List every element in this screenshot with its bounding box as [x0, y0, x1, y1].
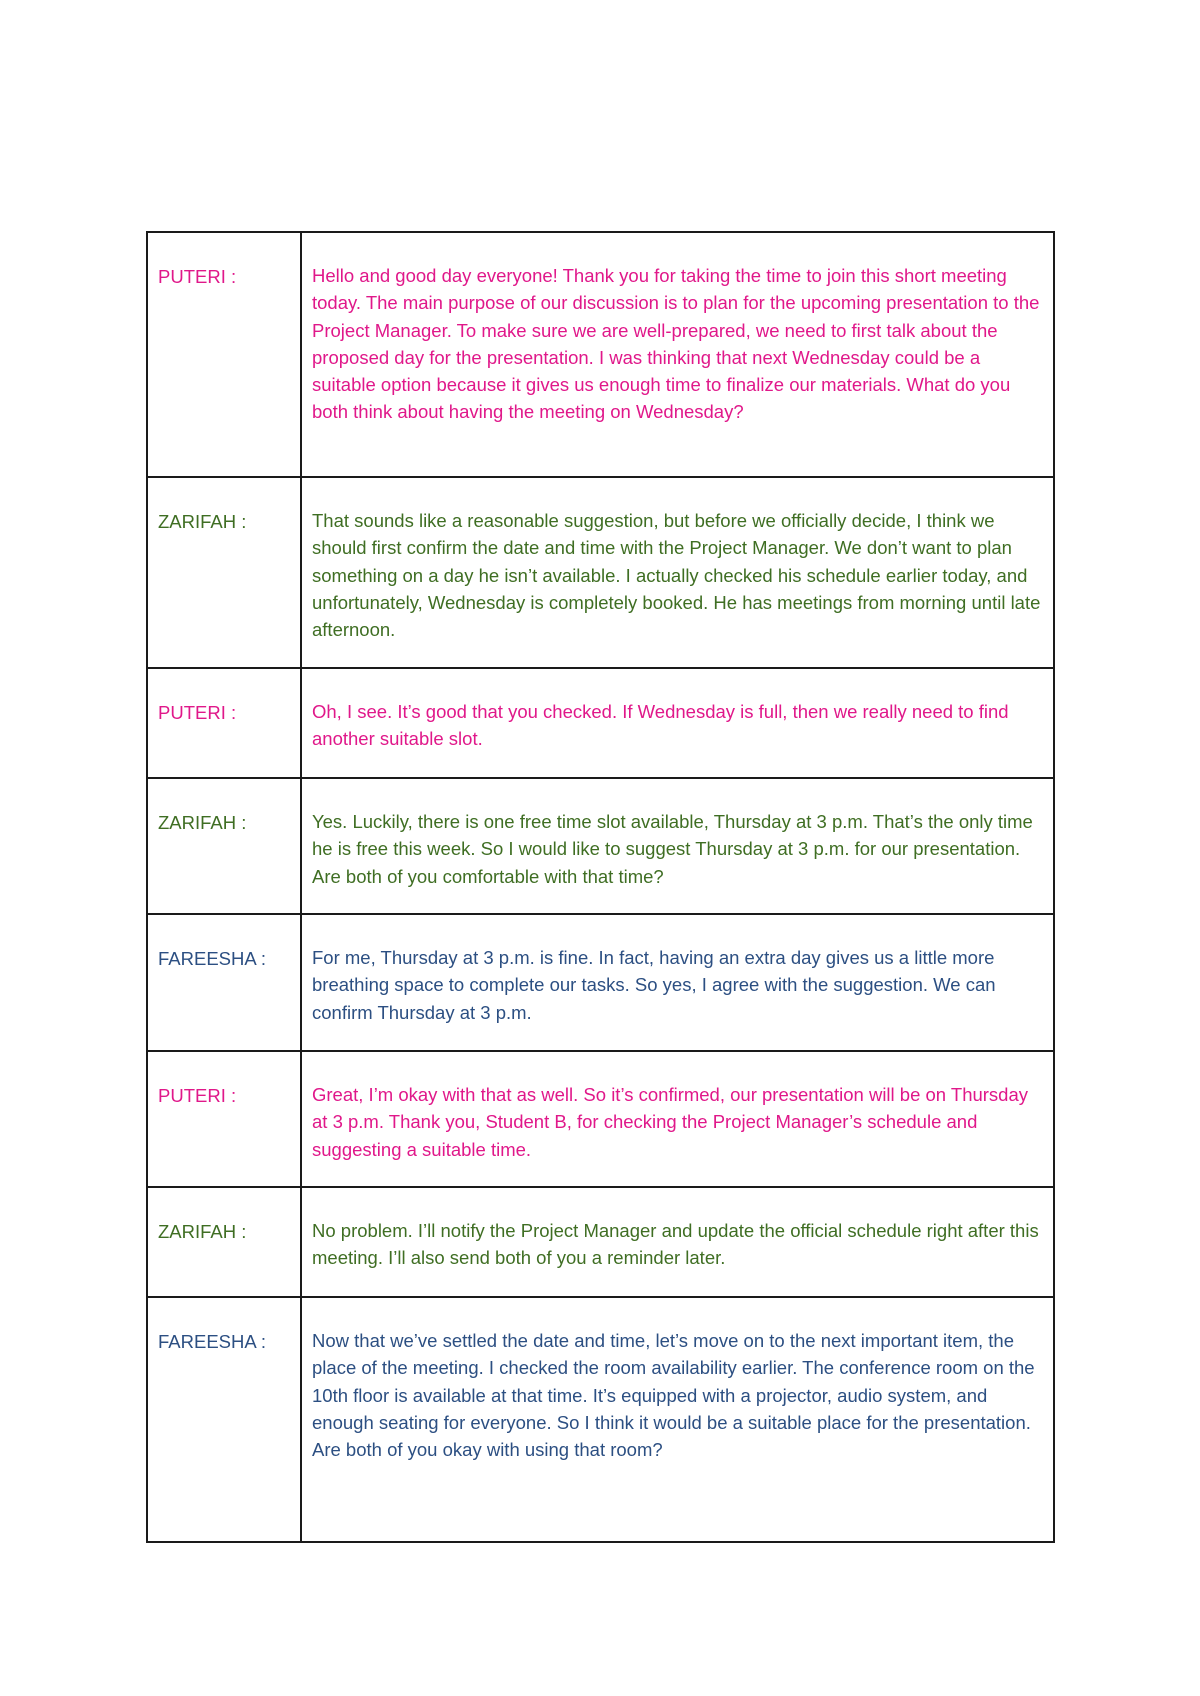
speaker-name: ZARIFAH :	[147, 477, 301, 668]
dialogue-text: That sounds like a reasonable suggestion, but before we officially decide, I think we should first confirm the date and time with the Project Manager. We don’t want to plan something on a day he isn’t available. I actually checked his schedule earlier today, and unfortunately, Wednesday is completely booked. He has meetings from morning until late afternoon.	[301, 477, 1054, 668]
dialogue-row	[147, 778, 1054, 914]
dialogue-row	[147, 914, 1054, 1051]
speaker-name: PUTERI :	[147, 1051, 301, 1187]
speaker-name: FAREESHA :	[147, 914, 301, 1051]
speaker-name: PUTERI :	[147, 668, 301, 778]
speaker-name: ZARIFAH :	[147, 778, 301, 914]
dialogue-row	[147, 477, 1054, 668]
dialogue-text: Oh, I see. It’s good that you checked. If Wednesday is full, then we really need to find another suitable slot.	[301, 668, 1054, 778]
dialogue-text: For me, Thursday at 3 p.m. is fine. In fact, having an extra day gives us a little more breathing space to complete our tasks. So yes, I agree with the suggestion. We can confirm Thursday at 3 p.m.	[301, 914, 1054, 1051]
dialogue-row	[147, 1051, 1054, 1187]
dialogue-row	[147, 1187, 1054, 1297]
dialogue-text: Great, I’m okay with that as well. So it’s confirmed, our presentation will be on Thursday at 3 p.m. Thank you, Student B, for checking the Project Manager’s schedule and suggesting a suitable time.	[301, 1051, 1054, 1187]
dialogue-text: Now that we’ve settled the date and time, let’s move on to the next important item, the place of the meeting. I checked the room availability earlier. The conference room on the 10th floor is available at that time. It’s equipped with a projector, audio system, and enough seating for everyone. So I think it would be a suitable place for the presentation. Are both of you okay with using that room?	[301, 1297, 1054, 1542]
dialogue-table	[146, 231, 1055, 1543]
dialogue-row	[147, 668, 1054, 778]
dialogue-text: Hello and good day everyone! Thank you for taking the time to join this short meeting today. The main purpose of our discussion is to plan for the upcoming presentation to the Project Manager. To make sure we are well-prepared, we need to first talk about the proposed day for the presentation. I was thinking that next Wednesday could be a suitable option because it gives us enough time to finalize our materials. What do you both think about having the meeting on Wednesday?	[301, 232, 1054, 477]
speaker-name: FAREESHA :	[147, 1297, 301, 1542]
speaker-name: PUTERI :	[147, 232, 301, 477]
dialogue-text: No problem. I’ll notify the Project Manager and update the official schedule right after this meeting. I’ll also send both of you a reminder later.	[301, 1187, 1054, 1297]
dialogue-text: Yes. Luckily, there is one free time slot available, Thursday at 3 p.m. That’s the only time he is free this week. So I would like to suggest Thursday at 3 p.m. for our presentation. Are both of you comfortable with that time?	[301, 778, 1054, 914]
dialogue-row	[147, 232, 1054, 477]
dialogue-row	[147, 1297, 1054, 1542]
speaker-name: ZARIFAH :	[147, 1187, 301, 1297]
